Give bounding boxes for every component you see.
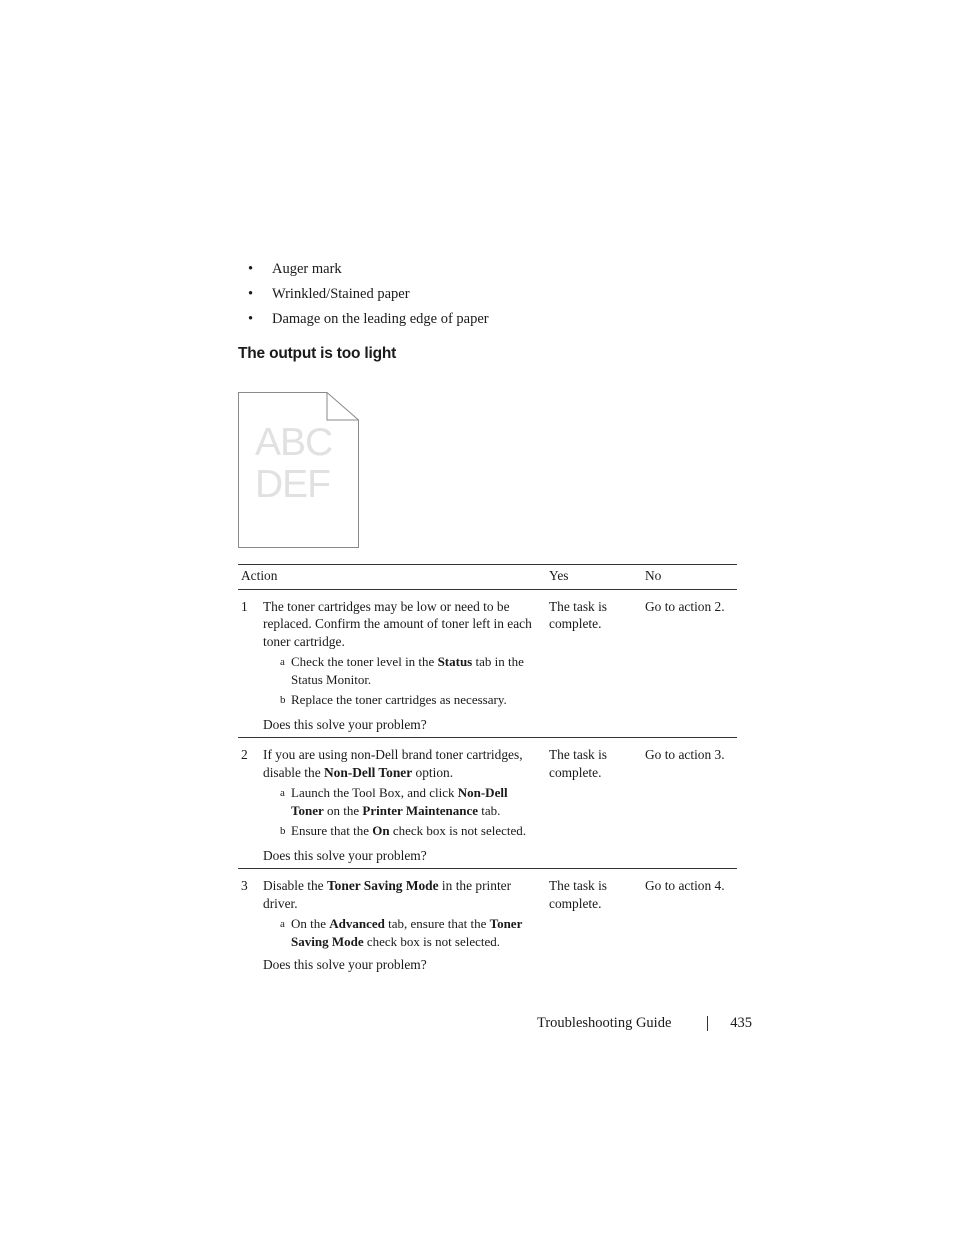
table-row (238, 869, 737, 978)
sub-step (263, 653, 543, 688)
bullet-text: Damage on the leading edge of paper (272, 311, 489, 327)
bullet-text: Wrinkled/Stained paper (272, 286, 410, 302)
text-run: tab. (478, 802, 501, 818)
text-run: option. (412, 764, 454, 780)
action-cell (260, 869, 546, 978)
sub-step-text (291, 822, 526, 841)
bullet-item (248, 258, 489, 283)
page-number: 435 (730, 1015, 752, 1031)
solve-question: Does this solve your problem? (263, 716, 427, 732)
ui-term: Non-Dell Toner (291, 785, 508, 818)
bullet-list (248, 258, 489, 333)
sub-step (263, 915, 543, 950)
action-cell (260, 738, 546, 869)
ui-term: Toner Saving Mode (326, 878, 439, 893)
ui-term: Non-Dell Toner (323, 764, 413, 780)
yes-cell: The task is complete. (546, 738, 642, 869)
page-footer (537, 1015, 752, 1032)
sub-step-marker: a (280, 918, 285, 930)
bullet-dot: • (248, 311, 254, 327)
table-header-row (238, 565, 737, 590)
text-run: Launch the Tool Box, and click (291, 785, 458, 800)
sub-step-text (291, 653, 543, 688)
action-description (263, 877, 543, 912)
bullet-dot: • (248, 261, 254, 277)
text-run: Check the toner level in the (291, 654, 438, 669)
text-run: Ensure that the (291, 823, 373, 838)
no-cell: Go to action 4. (645, 878, 725, 893)
sub-step (263, 784, 543, 819)
section-heading: The output is too light (238, 345, 397, 362)
yes-cell: The task is complete. (549, 878, 608, 911)
ui-term: Status (437, 654, 473, 669)
header-no: No (642, 565, 737, 590)
sub-step-marker: a (280, 656, 285, 668)
ui-term: Advanced (329, 916, 385, 931)
footer-section-title: Troubleshooting Guide (537, 1015, 672, 1031)
text-run: check box is not selected. (363, 933, 501, 949)
no-cell: Go to action 3. (642, 738, 737, 869)
action-description: The toner cartridges may be low or need to be replaced. Confirm the amount of toner left in each toner cartridge. (263, 598, 532, 649)
yes-cell: The task is complete. (546, 589, 642, 738)
ui-term: On (372, 823, 390, 838)
action-number: 3 (241, 878, 248, 893)
sample-line-1: ABC (255, 421, 333, 464)
text-run: tab, ensure that the (384, 916, 490, 931)
solve-question: Does this solve your problem? (263, 957, 427, 972)
footer-divider (707, 1016, 708, 1031)
text-run: On the (291, 916, 330, 931)
action-description (263, 746, 543, 781)
sub-step-marker: a (280, 787, 285, 799)
action-number: 1 (238, 589, 260, 738)
bullet-item (248, 283, 489, 308)
text-run: If you are using non-Dell brand toner cartridges, disable the (263, 747, 523, 780)
sub-step-text (291, 915, 543, 950)
table-row (238, 589, 737, 738)
sub-step-text (291, 784, 543, 819)
ui-term: Printer Maintenance (362, 802, 479, 818)
faded-sample-text (255, 422, 332, 506)
text-run: Disable the (263, 878, 327, 893)
sub-step-marker: b (280, 825, 286, 837)
table-row (238, 738, 737, 869)
bullet-dot: • (248, 286, 254, 302)
header-yes: Yes (546, 565, 642, 590)
text-run: check box is not selected. (389, 823, 527, 838)
no-cell: Go to action 2. (642, 589, 737, 738)
action-number: 2 (238, 738, 260, 869)
sub-step (263, 822, 543, 841)
action-cell (260, 589, 546, 738)
text-run: tab in the Status Monitor. (291, 654, 524, 687)
text-run: on the (323, 802, 363, 818)
text-run: in the printer driver. (263, 878, 512, 911)
header-action: Action (238, 565, 546, 590)
sub-step (263, 691, 543, 710)
troubleshooting-table (238, 564, 737, 978)
sub-step-text: Replace the toner cartridges as necessary. (291, 692, 507, 707)
sub-step-marker: b (280, 694, 286, 706)
sample-line-2: DEF (255, 463, 330, 506)
light-output-illustration (238, 392, 360, 549)
bullet-item (248, 308, 489, 333)
solve-question: Does this solve your problem? (263, 847, 427, 863)
bullet-text: Auger mark (272, 261, 342, 277)
ui-term: Toner Saving Mode (291, 916, 523, 949)
